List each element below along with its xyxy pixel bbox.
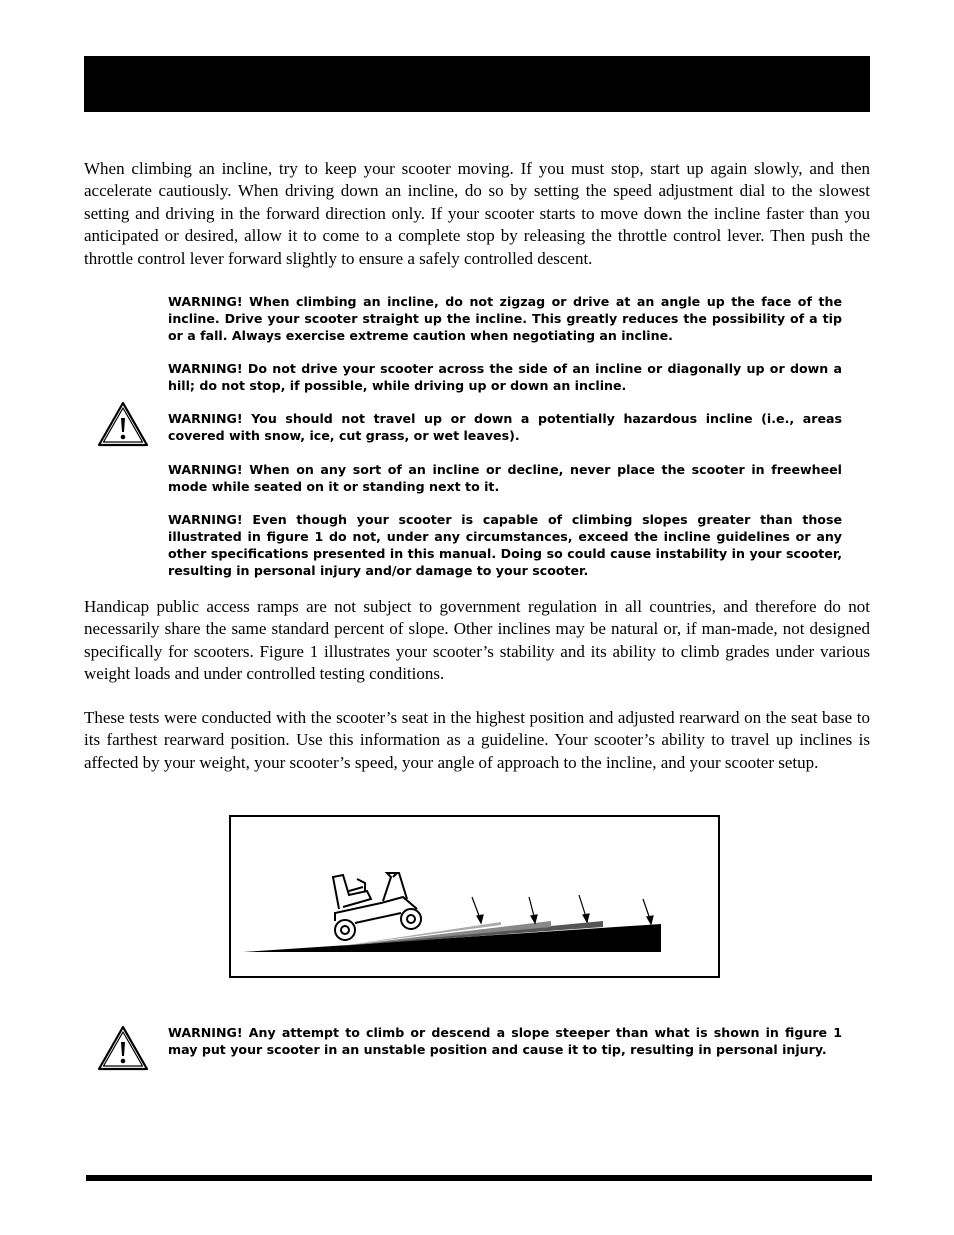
incline-illustration [231, 817, 718, 976]
header-bar [84, 56, 870, 112]
intro-paragraph: When climbing an incline, try to keep your scooter moving. If you must stop, start up again slowly, and then accelerate cautiously. When driving down an incline, do so by setting the speed adjustment dial to the slowest setting and driving in the forward direction only. If your scooter starts to move down the incline faster than you anticipated or desired, allow it to come to a complete stop by releasing the throttle control lever. Then push the throttle control lever forward slightly to ensure a safely controlled descent. [84, 159, 870, 268]
figure-1 [229, 815, 720, 978]
warning-slope-limits: WARNING! Even though your scooter is capable of climbing slopes greater than those illustrated in figure 1 do not, under any circumstances, exceed the incline guidelines or any other specifications presented in this manual. Doing so could cause instability in your scooter, resulting in personal injury and/or damage to your scooter. [168, 512, 842, 578]
tests-paragraph: These tests were conducted with the scooter’s seat in the highest position and adjusted rearward on the seat base to its farthest rearward position. Use this information as a guideline. Your scooter’s ability to travel up inclines is affected by your weight, your scooter’s speed, your angle of approach to the incline, and your scooter setup. [84, 708, 870, 772]
warning-side-incline: WARNING! Do not drive your scooter across the side of an incline or diagonally up or down a hill; do not stop, if possible, while driving up or down an incline. [168, 361, 842, 393]
warning-zigzag: WARNING! When climbing an incline, do not zigzag or drive at an angle up the face of the incline. Drive your scooter straight up the incline. This greatly reduces the possibility of a tip or a fall. Always exercise extreme caution when negotiating an incline. [168, 294, 842, 343]
footer-rule [86, 1175, 872, 1181]
warning-steep-slope: WARNING! Any attempt to climb or descend a slope steeper than what is shown in figure 1 may put your scooter in an unstable position and cause it to tip, resulting in personal injury. [168, 1025, 842, 1057]
scooter-icon [333, 873, 421, 940]
warning-triangle-icon [97, 1025, 149, 1071]
warning-triangle-icon [97, 401, 149, 447]
warning-hazardous-incline: WARNING! You should not travel up or down a potentially hazardous incline (i.e., areas covered with snow, ice, cut grass, or wet leaves). [168, 411, 842, 443]
warning-freewheel: WARNING! When on any sort of an incline or decline, never place the scooter in freewheel mode while seated on it or standing next to it. [168, 462, 842, 494]
ramps-paragraph: Handicap public access ramps are not subject to government regulation in all countries, and therefore do not necessarily share the same standard percent of slope. Other inclines may be natural or, if man-made, not designed specifically for scooters. Figure 1 illustrates your scooter’s stability and its ability to climb grades under various weight loads and under controlled testing conditions. [84, 597, 870, 684]
